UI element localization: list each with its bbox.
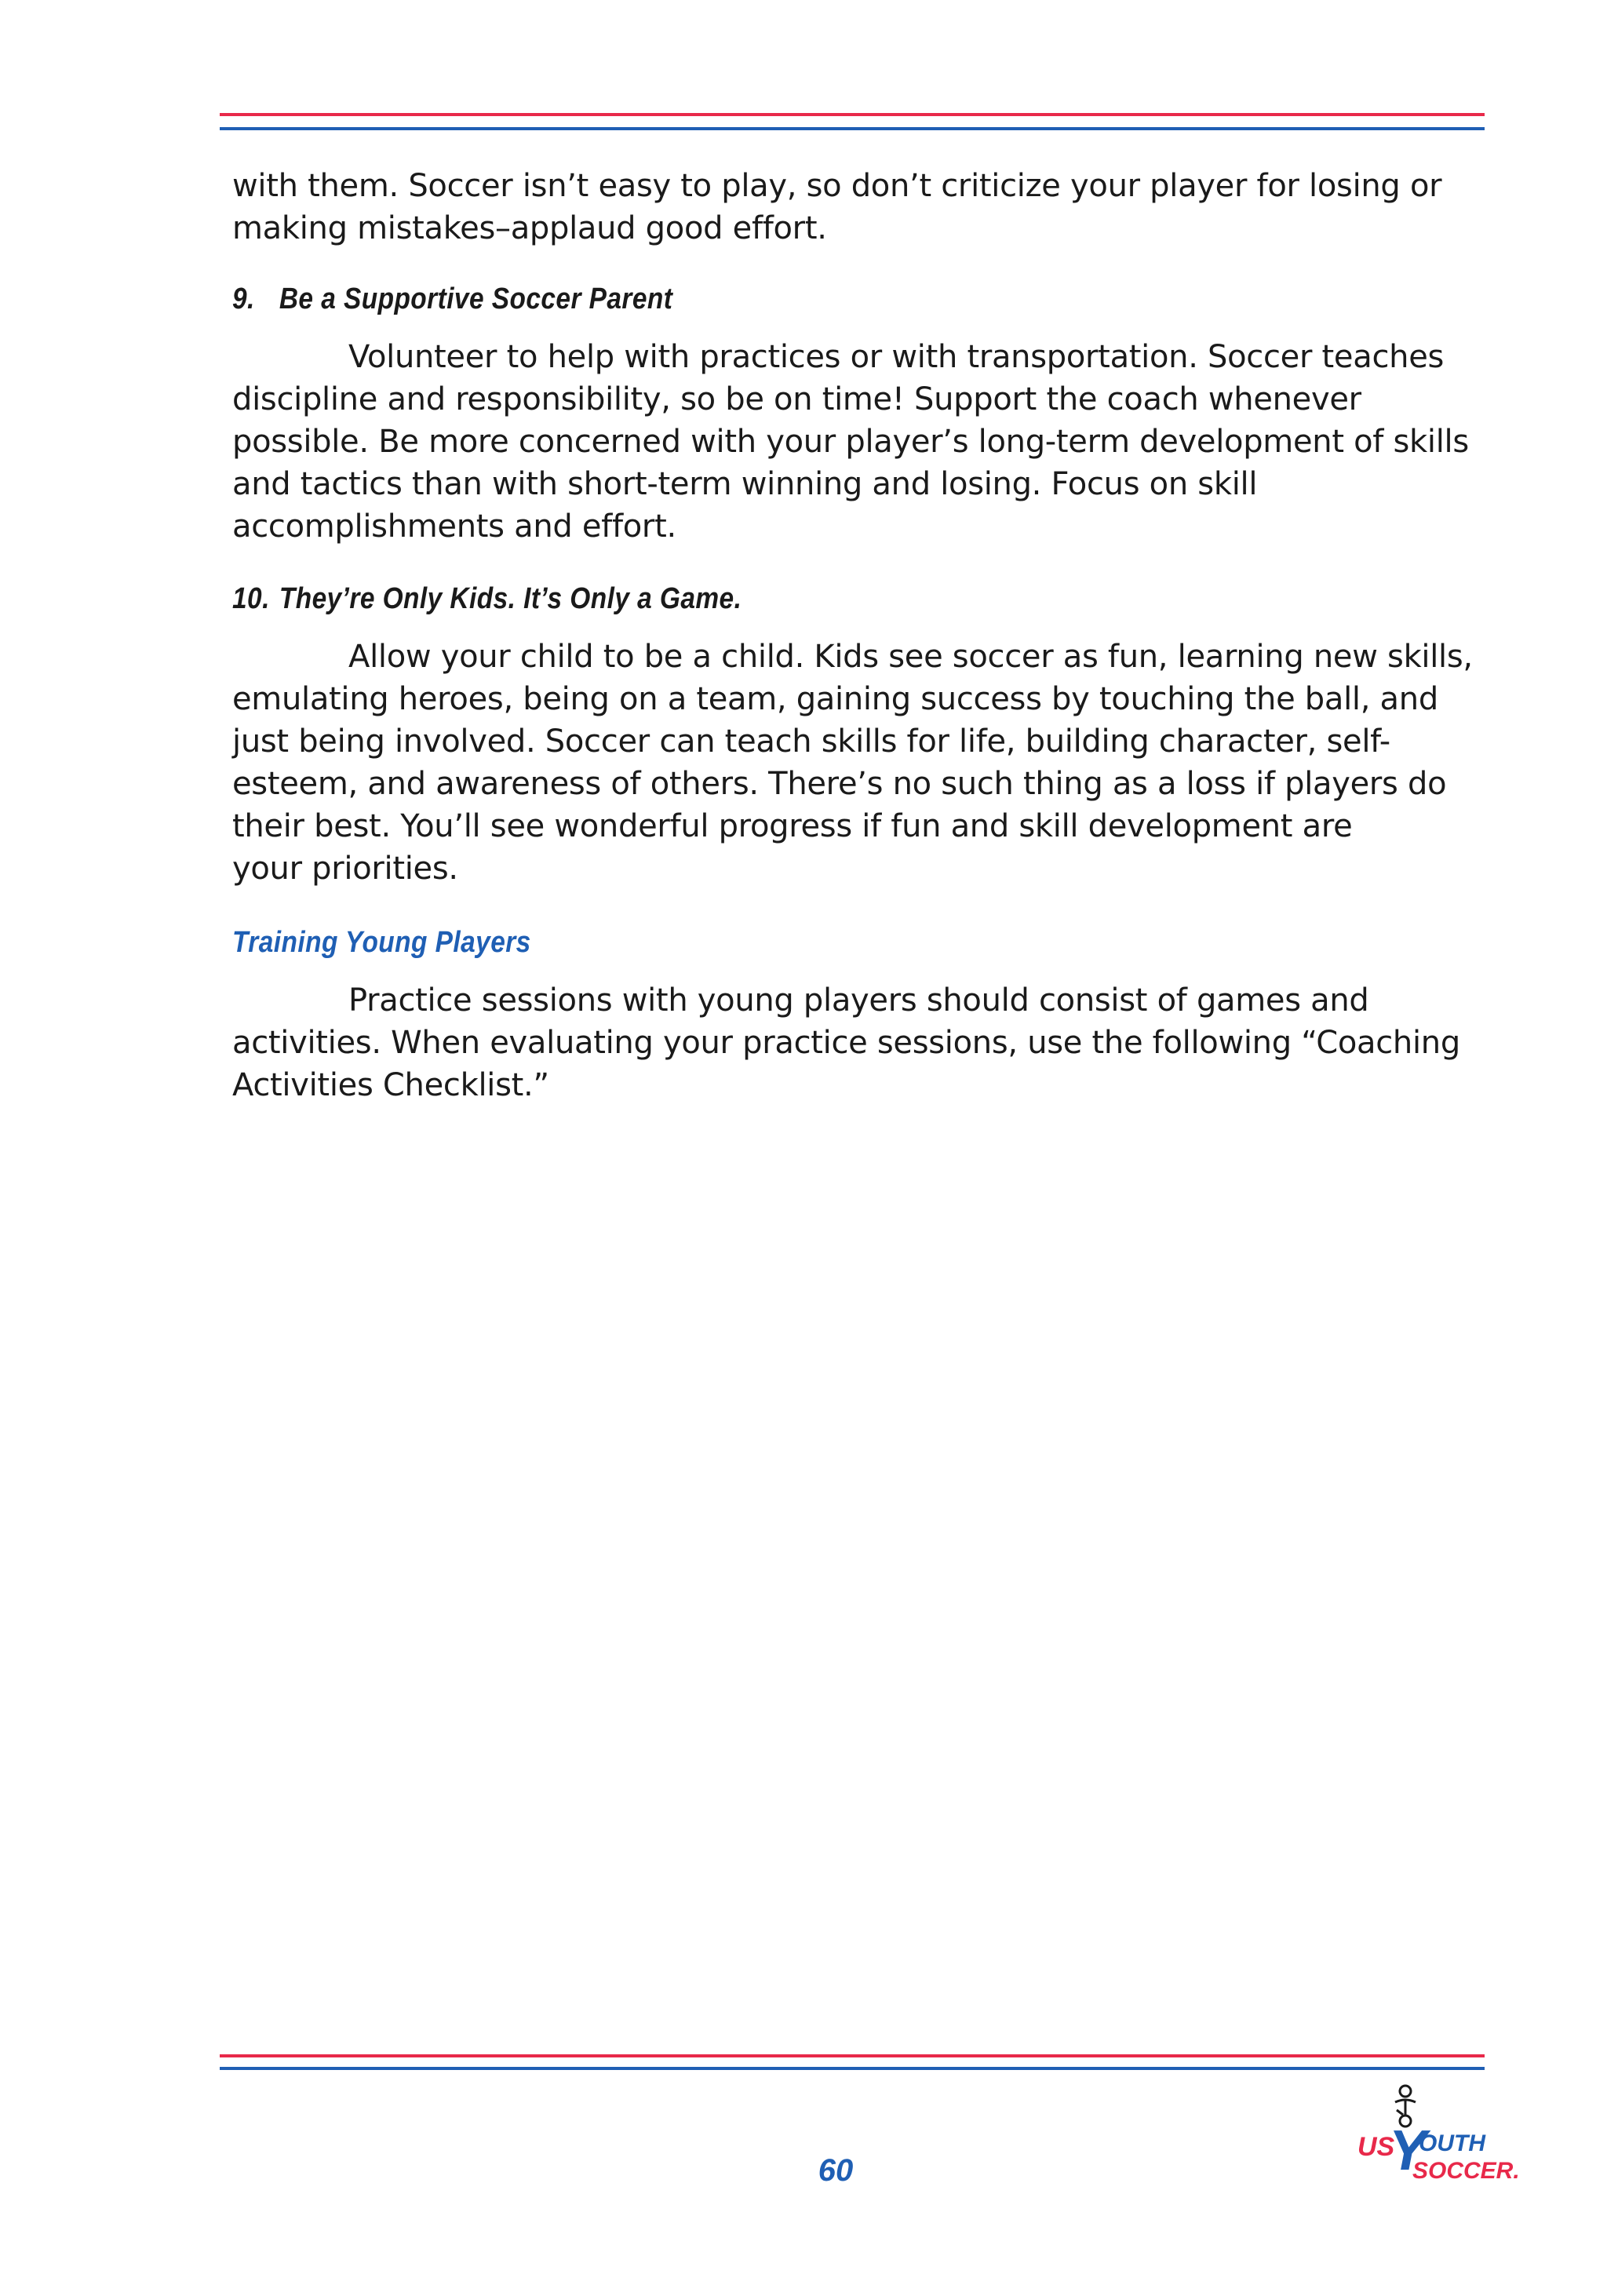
page-content	[232, 165, 1488, 1106]
section-10-paragraph-end: your priorities.	[232, 851, 458, 887]
section-10-heading	[232, 578, 1337, 620]
section-9-number: 9.	[232, 282, 255, 315]
logo-y: Y	[1389, 2119, 1427, 2182]
section-9-heading	[232, 278, 1337, 320]
training-paragraph: Practice sessions with young players should consist of games and activities. When evaluating your practice sessions, use the following “Coaching Activities Checklist.”	[232, 982, 1460, 1103]
section-10-paragraph: Allow your child to be a child. Kids see soccer as fun, learning new skills, emulating heroes, being on a team, gaining success by touching the ball, and just being involved. Soccer can teach skills for life, building character, self-esteem, and awareness of others. There’s no such thing as a loss if players do their best. You’ll see wonderful progress if fun and skill development are	[232, 639, 1473, 844]
section-10-number: 10.	[232, 582, 270, 615]
footer-rule-red	[220, 2054, 1485, 2057]
continuation-paragraph: with them. Soccer isn’t easy to play, so don’t criticize your player for losing or making mistakes–applaud good effort.	[232, 168, 1442, 246]
header-rule-red	[220, 113, 1485, 116]
section-9-title: Be a Supportive Soccer Parent	[279, 282, 673, 315]
logo-outh: OUTH	[1419, 2130, 1485, 2156]
us-youth-soccer-logo	[1357, 2083, 1520, 2193]
page-number: 60	[818, 2153, 854, 2188]
header-rule-blue	[220, 127, 1485, 130]
training-heading: Training Young Players	[232, 926, 531, 959]
footer-rule-blue	[220, 2067, 1485, 2070]
logo-soccer: SOCCER.	[1412, 2158, 1520, 2184]
section-9-paragraph: Volunteer to help with practices or with transportation. Soccer teaches discipline and responsibility, so be on time! Support the coach whenever possible. Be more concerned with your player’s long-term development of skills and tactics than with short-term winning and losing. Focus on skill accomplishments and effort.	[232, 339, 1469, 545]
logo-us: US	[1357, 2132, 1395, 2162]
section-10-title: They’re Only Kids. It’s Only a Game.	[279, 582, 742, 615]
